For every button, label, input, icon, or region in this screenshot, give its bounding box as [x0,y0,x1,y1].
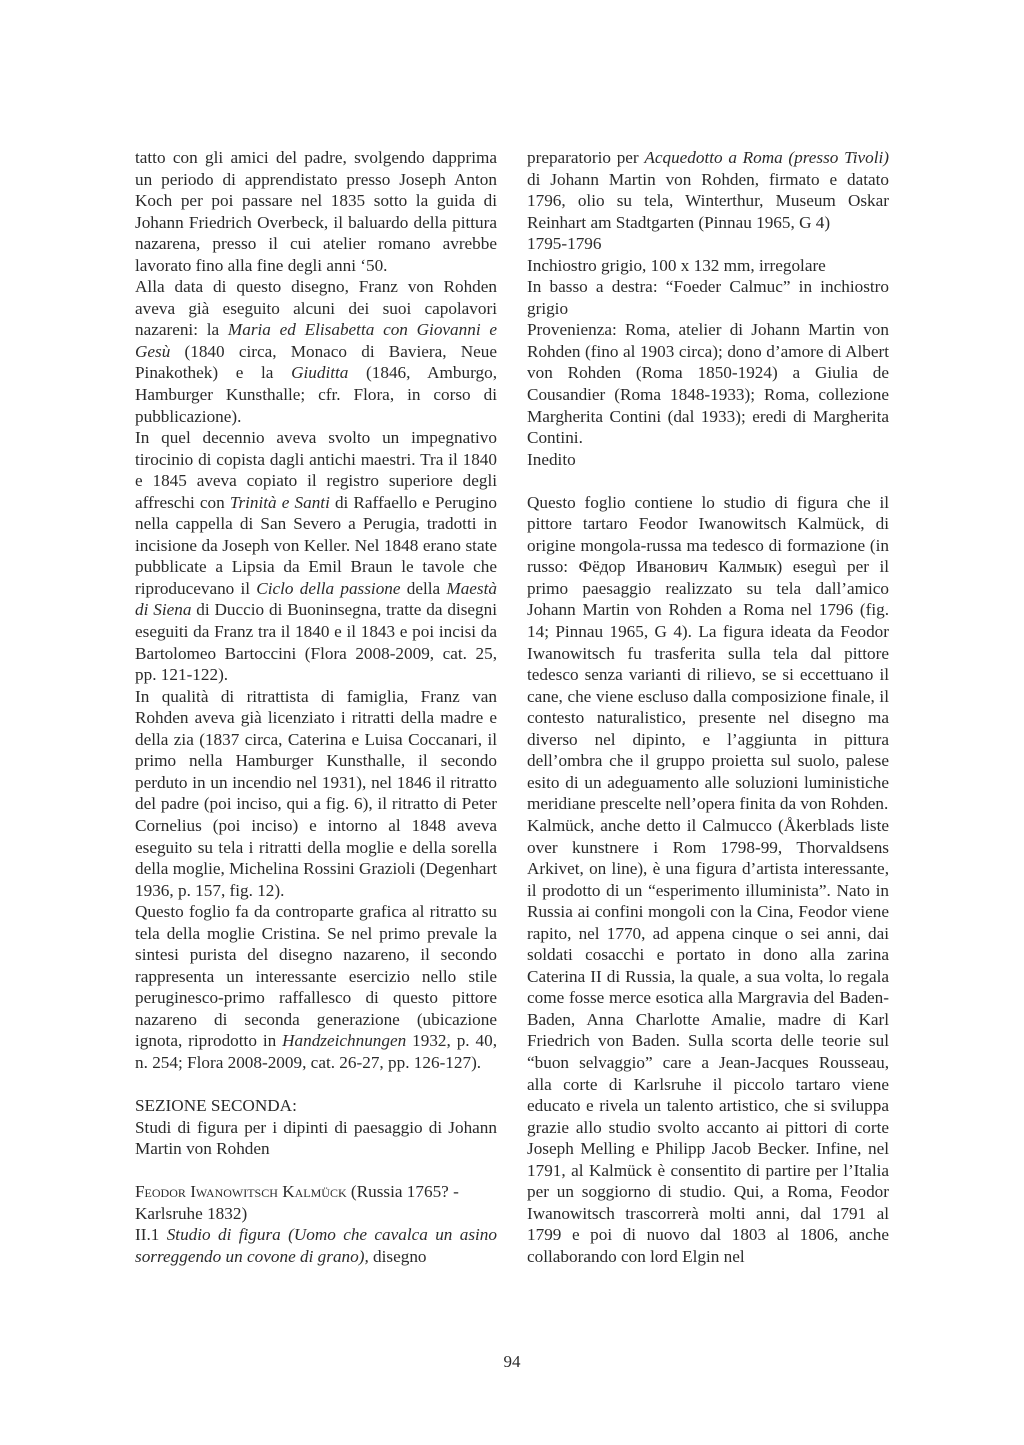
spacer [135,1160,497,1182]
text-run: 1932, p. 40, n. 254; Flora 2008-2009, cat. 26-27, pp. 126-127). [135,1031,498,1072]
italic-title: Maestà di Siena [135,578,497,620]
italic-title: Trinità e Santi [229,492,330,512]
text-run: (1840 circa, Monaco di Baviera, Neue Pinakothek) e la [135,341,497,383]
right-column [527,147,889,1267]
text-run: Questo foglio fa da controparte grafica al ritratto su tela della moglie Cristina. Se nel primo prevale la sintesi purista del disegno nazareno, il secondo rappresenta un interessante esercizio nello stile peruginesco-primo raffallesco di questo pittore nazareno di seconda generazione (ubicazione ignota, riprodotto in [135,902,497,1051]
italic-title: Giuditta [291,363,349,383]
italic-title: Maria ed Elisabetta con Giovanni e Gesù [135,320,497,361]
entry-status: Inedito [527,449,576,469]
text-run: della [400,578,447,598]
catalogue-entry-continuation [527,147,889,233]
entry-date: 1795-1796 [527,234,602,254]
paragraph-portraitist: In qualità di ritrattista di famiglia, Franz van Rohden aveva già licenziato i ritratti della madre e della zia (1837 circa, Caterina e Luisa Coccanari, il primo nella Hamburger Kunsthalle, il secondo perduto in un incendio nel 1931), nel 1846 il ritratto del padre (poi inciso, qui a fig. 6), il ritratto di Peter Cornelius (poi inciso) e intorno al 1848 aveva eseguito su tela i ritratti della moglie e della sorella della moglie, Michelina Rossini Grazioli (Degenhart 1936, p. 157, fig. 12). [135,686,497,900]
entry-inscription: In basso a destra: “Foeder Calmuc” in inchiostro grigio [527,277,889,318]
paragraph-masterpieces [135,276,497,427]
text-run: Alla data di questo disegno, Franz von Rohden aveva già eseguito alcuni dei suoi capolavori nazareni: la [135,277,497,340]
paragraph-counterpart [135,901,497,1073]
italic-title: Ciclo della passione [256,578,401,598]
text-run: (1846, Amburgo, Hamburger Kunsthalle; cfr. Flora, in corso di pubblicazione). [135,363,498,426]
text-run: di Duccio di Buoninsegna, tratte da disegni eseguiti da Franz tra il 1840 e il 1843 e poi incisi da Bartolomeo Bartoccini (Flora 2008-2009, cat. 25, pp. 121-122). [135,600,498,685]
text-run: di Johann Martin von Rohden, firmato e datato 1796, olio su tela, Winterthur, Museum Oskar Reinhart am Stadtgarten (Pinnau 1965, G 4) [527,169,889,232]
entry-title: Studio di figura (Uomo che cavalca un asino sorreggendo un covone di grano), [135,1225,497,1266]
paragraph-copyist [135,427,497,686]
catalogue-entry-title [135,1224,497,1267]
entry-medium: Inchiostro grigio, 100 x 132 mm, irregolare [527,255,826,275]
paragraph-biography-intro: tatto con gli amici del padre, svolgendo dapprima un periodo di apprendistato presso Joseph Anton Koch per poi passare nel 1835 sotto la guida di Johann Friedrich Overbeck, il baluardo della pittura nazarena, presso il cui atelier romano avrebbe lavorato fino alla fine degli anni ‘50. [135,148,497,275]
italic-title: Acquedotto a Roma (presso Tivoli) [644,148,889,167]
paragraph-study-description: Questo foglio contiene lo studio di figura che il pittore tartaro Feodor Iwanowitsch Kalmück, di origine mongola-russa ma tedesco di formazione (in russo: Фёдор Иванович Калмык) eseguì per il primo paesaggio realizzato su tela dall’amico Johann Martin von Rohden a Roma nel 1796 (fig. 14; Pinnau 1965, G 4). La figura ideata da Feodor Iwanowitsch fu trasferita sulla tela dal pittore tedesco senza varianti di rilievo, se si eccettuano il cane, che viene escluso dalla composizione finale, il contesto naturalistico, presente nel disegno ma diverso nel dipinto, e l’aggiunta in pittura dell’ombra che il gruppo proietta sul suolo, palese esito di un adeguamento alle soluzioni luministiche meridiane prescelte nell’opera finita da von Rohden. [527,492,889,814]
section-subtitle: Studi di figura per i dipinti di paesaggio di Johann Martin von Rohden [135,1117,497,1159]
text-run: preparatorio per [527,148,645,167]
left-column [135,147,497,1267]
artist-heading [135,1181,497,1224]
artist-dates: (Russia 1765? - Karlsruhe 1832) [135,1182,459,1223]
artist-name: Feodor Iwanowitsch Kalmück [135,1182,347,1202]
page-number: 94 [503,1352,521,1371]
text-run: In quel decennio aveva svolto un impegnativo tirocinio di copista dagli antichi maestri. Tra il 1840 e 1845 aveva copiato il registro superiore degli affreschi con [135,428,497,512]
italic-title: Handzeichnungen [282,1031,407,1051]
entry-number: II.1 [135,1225,167,1245]
spacer [527,470,889,492]
text-run: disegno [368,1246,427,1266]
spacer [135,1074,497,1096]
paragraph-kalmuck-biography: Kalmück, anche detto il Calmucco (Åkerblads liste over kunstnere i Rom 1798-99, Thorvaldsens Arkivet, on line), è una figura d’artista interessante, il prodotto di un “esperimento illuminista”. Nato in Russia ai confini mongoli con la Cina, Feodor viene rapito, nel 1770, ad appena cinque o sei anni, dai soldati cosacchi e portato in dono alla zarina Caterina II di Russia, la quale, a sua volta, lo regala come fosse merce esotica alla Margravia del Baden-Baden, Anna Charlotte Amalie, madre di Karl Friedrich von Baden. Sulla scorta delle teorie sul “buon selvaggio” care a Jean-Jacques Rousseau, alla corte di Karlsruhe il piccolo tartaro viene educato e rivela un talento artistico, che si sviluppa grazie allo studio svolto accanto ai pittori di corte Joseph Melling e Philipp Jacob Becker. Infine, nel 1791, al Kalmück è consentito di partire per l’Italia per un soggiorno di studio. Qui, a Roma, Feodor Iwanowitsch trascorrerà molti anni, dal 1791 al 1799 e poi di nuovo dal 1803 al 1806, anche collaborando con lord Elgin nel [527,815,889,1266]
section-heading: SEZIONE SECONDA: [135,1096,297,1116]
entry-provenance: Provenienza: Roma, atelier di Johann Martin von Rohden (fino al 1903 circa); dono d’amore di Albert von Rohden (Roma 1850-1924) a Giulia de Cousandier (Roma 1848-1933); Roma, collezione Margherita Contini (dal 1933); eredi di Margherita Contini. [527,320,889,448]
text-run: di Raffaello e Perugino nella cappella di San Severo a Perugia, tradotti in incisione da Joseph von Keller. Nel 1848 erano state pubblicate a Lipsia da Emil Braun le tavole che riproducevano il [135,492,497,598]
